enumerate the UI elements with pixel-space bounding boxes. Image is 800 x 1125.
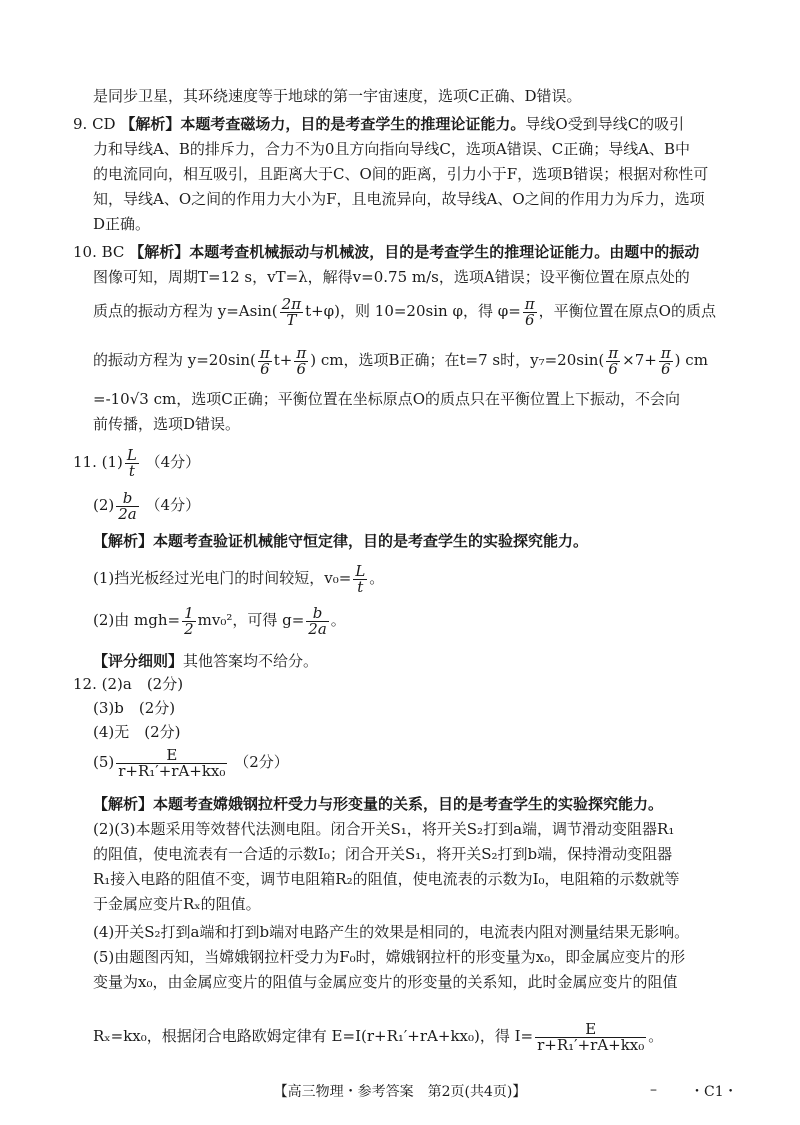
paragraph-line: R₁接入电路的阻值不变，调节电阻箱R₂的阻值，使电流表的示数为I₀，电阻箱的示数就等 [93, 870, 680, 888]
fraction: $\frac{\pi}{6}$ [660, 345, 671, 377]
answer-11-1: 11. (1) $\frac{L}{t}$ （4分） [73, 447, 201, 479]
answer-12-4: (4)无 (2分) [93, 723, 181, 741]
paragraph-line: 前传播，选项D错误。 [93, 415, 241, 433]
fraction: $\frac{\pi}{6}$ [259, 345, 270, 377]
paragraph-line: 变量为x₀，由金属应变片的阻值与金属应变片的形变量的关系知，此时金属应变片的阻值 [93, 973, 678, 991]
paragraph-line: 于金属应变片Rₓ的阻值。 [93, 895, 261, 913]
paragraph-line: (4)开关S₂打到a端和打到b端对电路产生的效果是相同的，电流表内阻对测量结果无影响。 [93, 923, 690, 941]
formula-line: Rₓ=kx₀，根据闭合电路欧姆定律有 E=I(r+R₁′+rA+kx₀)，得 I= $\frac{E}{\text{r+R₁′+rA+kx₀}}$ 。 [93, 1020, 664, 1053]
fraction: $\frac{b}{2a}$ [308, 605, 327, 637]
analysis-heading: 【解析】本题考查验证机械能守恒定律，目的是考查学生的实验探究能力。 [93, 532, 589, 550]
paragraph-line: 知，导线A、O之间的作用力大小为F，且电流异向，故导线A、O之间的作用力为斥力，选项 [93, 190, 705, 208]
paragraph-line: (2)(3)本题采用等效替代法测电阻。闭合开关S₁，将开关S₂打到a端，调节滑动变阻器R₁ [93, 820, 675, 838]
fraction: $\frac{L}{t}$ [126, 447, 137, 479]
answer-12-3: (3)b (2分) [93, 699, 176, 717]
formula-line: 质点的振动方程为 y=Asin( $\frac{2\pi}{T}$ t+φ)，则 10=20sin φ，得 φ= $\frac{\pi}{6}$ ，平衡位置在原点O的质点 [93, 296, 716, 328]
page-footer: 【高三物理・参考答案 第2页(共4页)】 [273, 1084, 527, 1100]
paragraph-line: 力和导线A、B的排斥力，合力不为0且方向指向导线C，选项A错误、C正确；导线A、B中 [93, 140, 691, 158]
analysis-heading: 【解析】本题考查嫦娥钢拉杆受力与形变量的关系，目的是考查学生的实验探究能力。 [93, 795, 664, 813]
answer-10-line: 10. BC 【解析】本题考查机械振动与机械波，目的是考查学生的推理论证能力。由题中的振动 [73, 243, 700, 261]
answer-12-5: (5) $\frac{E}{\text{r+R₁′+rA+kx₀}}$ （2分） [93, 746, 289, 779]
fraction: $\frac{\pi}{6}$ [608, 345, 619, 377]
fraction: $\frac{L}{t}$ [355, 563, 366, 595]
fraction: $\frac{b}{2a}$ [118, 490, 137, 522]
paragraph-line: 的电流同向，相互吸引，且距离大于C、O间的距离，引力小于F，选项B错误；根据对称性可 [93, 165, 709, 183]
answer-9-line: 9. CD 【解析】本题考查磁场力，目的是考查学生的推理论证能力。导线O受到导线C的吸引 [73, 115, 685, 133]
paragraph-line: (5)由题图丙知，当嫦娥钢拉杆受力为F₀时，嫦娥钢拉杆的形变量为x₀，即金属应变片的形 [93, 948, 686, 966]
paragraph-line: =-10√3 cm，选项C正确；平衡位置在坐标原点O的质点只在平衡位置上下振动，不会向 [93, 390, 680, 408]
answer-11-2: (2) $\frac{b}{2a}$ （4分） [93, 490, 201, 522]
fraction: $\frac{1}{2}$ [184, 605, 194, 637]
answer-12-2: 12. (2)a (2分) [73, 675, 184, 693]
fraction: $\frac{E}{\text{r+R₁′+rA+kx₀}}$ [118, 746, 226, 779]
fraction: $\frac{2\pi}{T}$ [281, 296, 302, 328]
page-code: ・C1・ [690, 1084, 738, 1100]
fraction: $\frac{E}{\text{r+R₁′+rA+kx₀}}$ [537, 1020, 645, 1053]
footer-dash: – [650, 1082, 657, 1098]
fraction: $\frac{\pi}{6}$ [524, 296, 535, 328]
formula-line: (2)由 mgh= $\frac{1}{2}$ mv₀²，可得 g= $\frac{b}{2a}$ 。 [93, 605, 346, 637]
paragraph-line: 是同步卫星，其环绕速度等于地球的第一宇宙速度，选项C正确、D错误。 [93, 87, 582, 105]
paragraph-line: 图像可知，周期T=12 s，vT=λ，解得v=0.75 m/s，选项A错误；设平衡位置在原点处的 [93, 268, 690, 286]
paragraph-line: 的阻值，使电流表有一合适的示数I₀；闭合开关S₁，将开关S₂打到b端，保持滑动变阻器 [93, 845, 673, 863]
fraction: $\frac{\pi}{6}$ [296, 345, 307, 377]
scoring-rule: 【评分细则】其他答案均不给分。 [93, 652, 319, 670]
formula-line: 的振动方程为 y=20sin( $\frac{\pi}{6}$ t+ $\frac{\pi}{6}$ ) cm，选项B正确；在t=7 s时，y₇=20sin( $\frac{\pi}{6}$ ×7+ $\frac{\pi}{6}$ ) cm [93, 345, 708, 377]
formula-line: (1)挡光板经过光电门的时间较短，v₀= $\frac{L}{t}$ 。 [93, 563, 385, 595]
paragraph-line: D正确。 [93, 215, 151, 233]
